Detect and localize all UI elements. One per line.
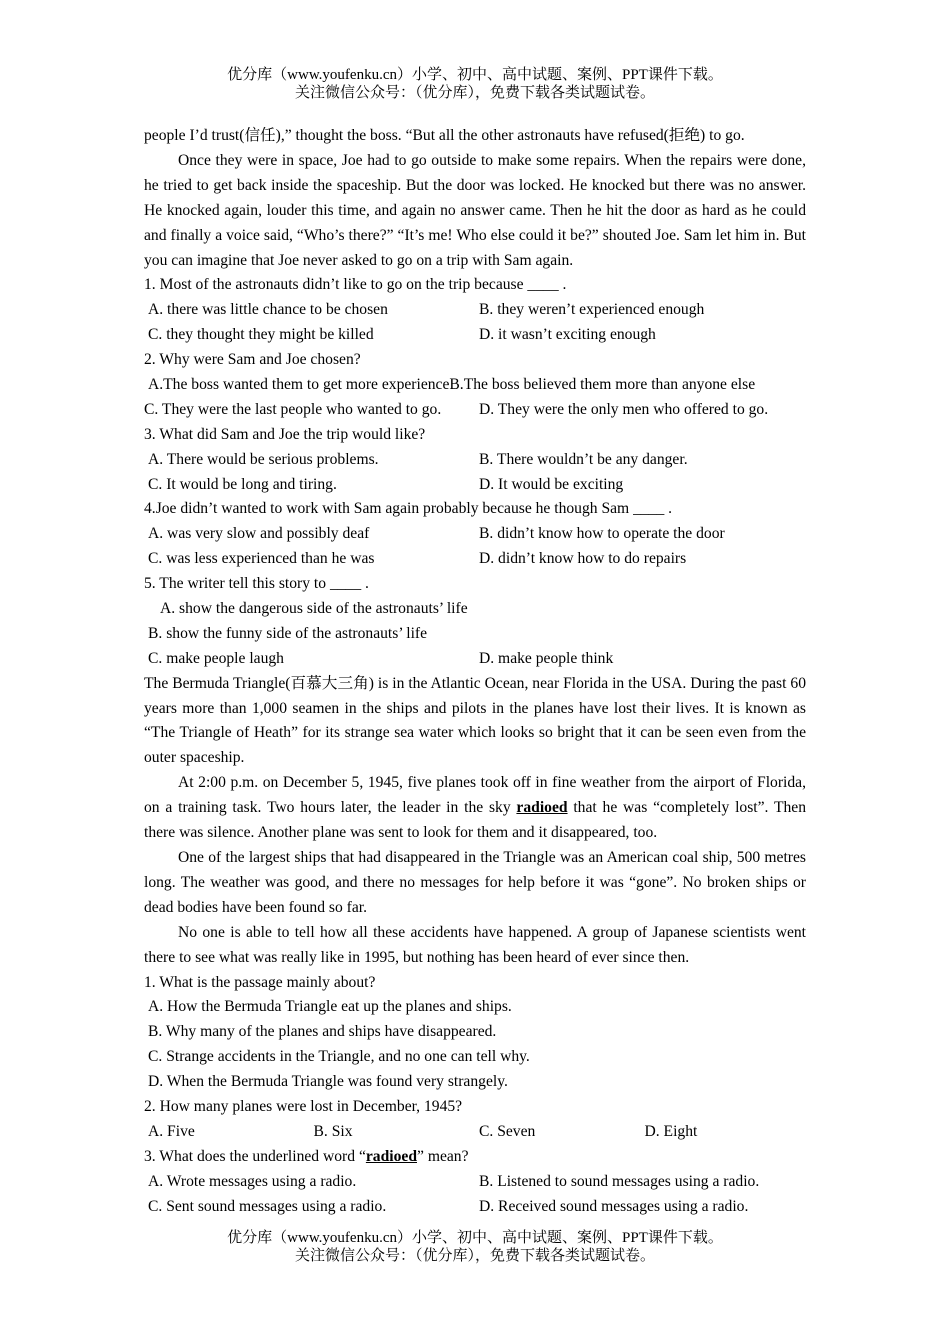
option: A. show the dangerous side of the astronauts’ life [160,600,468,617]
option: D. It would be exciting [479,475,624,493]
option: B. didn’t know how to operate the door [479,525,725,543]
question-1-2-options-row-1 [144,373,806,398]
option: B. Listened to sound messages using a radio. [479,1172,760,1190]
question-1-4-options-row-1 [144,522,806,547]
option: A. was very slow and possibly deaf [148,525,370,543]
option: A. Five [148,1122,195,1140]
option: C. Strange accidents in the Triangle, and no one can tell why. [148,1048,530,1066]
question-1-3: 3. What did Sam and Joe the trip would like? [144,425,426,443]
question-1-4: 4.Joe didn’t wanted to work with Sam again probably because he though Sam ____ . [144,500,673,518]
option: B. Why many of the planes and ships have disappeared. [148,1023,497,1041]
underlined-word: radioed [365,1147,417,1165]
question-2-3-options-row-1 [144,1170,806,1195]
question-1-1-options-row-1 [144,298,806,323]
page-header [0,66,950,102]
passage1-paragraph-2: Once they were in space, Joe had to go outside to make some repairs. When the repairs were done, he tried to get back inside the spaceship. But the door was locked. He knocked but there was no answer. He knocked again, louder this time, and again no answer came. Then he hit the door as hard as he could and finally a voice said, “Who’s there?” “It’s me! Who else could it be?” shouted Joe. Sam let him in. But you can imagine that Joe never asked to go on a trip with Sam again. [144,151,806,269]
document-body [144,124,806,1219]
question-1-3-options-row-2 [144,473,806,498]
option: A. How the Bermuda Triangle eat up the planes and ships. [148,998,512,1016]
option: B.The boss believed them more than anyone else [449,375,756,393]
option: C. They were the last people who wanted to go. [144,400,442,418]
option: C. Seven [479,1122,536,1140]
question-1-5: 5. The writer tell this story to ____ . [144,575,369,593]
option: D. didn’t know how to do repairs [479,550,687,568]
header-line-2: 关注微信公众号：（优分库），免费下载各类试题试卷。 [294,85,655,101]
question-1-4-options-row-2 [144,547,806,572]
passage2-paragraph-2: At 2:00 p.m. on December 5, 1945, five planes took off in fine weather from the airport of Florida, on a training task. Two hours later, the leader in the sky radioed that he was “completely lost”. Then there was silence. Another plane was sent to look for them and it disappeared, too. [144,774,806,842]
option: C. It would be long and tiring. [148,475,337,493]
option: A. There would be serious problems. [148,450,379,468]
option: C. was less experienced than he was [148,550,375,568]
passage2-paragraph-1: The Bermuda Triangle(百慕大三角) is in the Atlantic Ocean, near Florida in the USA. During the past 60 years more than 1,000 seamen in the ships and pilots in the planes have lost their lives. It is known as “The Triangle of Heath” for its strange sea water which looks so bright that it can be seen even from the outer spaceship. [144,674,806,767]
option: A. there was little chance to be chosen [148,301,388,319]
option: D. Received sound messages using a radio. [479,1197,749,1215]
question-2-3-options-row-2 [144,1195,806,1220]
option: C. Sent sound messages using a radio. [148,1197,387,1215]
passage1-paragraph-1: people I’d trust(信任),” thought the boss. “But all the other astronauts have refused(拒绝) to go. [144,127,745,144]
question-1-1: 1. Most of the astronauts didn’t like to go on the trip because ____ . [144,276,567,294]
question-1-3-options-row-1 [144,448,806,473]
option: A. Wrote messages using a radio. [148,1172,357,1190]
option: D. make people think [479,649,614,667]
question-2-2-options-row [144,1120,806,1145]
option: A.The boss wanted them to get more experience [148,375,450,393]
question-1-2: 2. Why were Sam and Joe chosen? [144,351,361,369]
option: D. When the Bermuda Triangle was found very strangely. [148,1073,508,1091]
footer-line-1: 优分库（www.youfenku.cn）小学、初中、高中试题、案例、PPT课件下载。 [227,1230,723,1246]
option: C. they thought they might be killed [148,326,374,344]
underlined-word: radioed [516,799,568,817]
question-2-1: 1. What is the passage mainly about? [144,973,376,991]
footer-line-2: 关注微信公众号：（优分库），免费下载各类试题试卷。 [294,1248,655,1264]
option: D. it wasn’t exciting enough [479,326,656,344]
option: B. they weren’t experienced enough [479,301,705,319]
header-line-1: 优分库（www.youfenku.cn）小学、初中、高中试题、案例、PPT课件下载。 [227,67,723,83]
option: D. Eight [644,1122,698,1140]
question-2-2: 2. How many planes were lost in December, 1945? [144,1098,463,1115]
option: B. There wouldn’t be any danger. [479,450,688,468]
passage2-paragraph-3: One of the largest ships that had disappeared in the Triangle was an American coal ship, 500 metres long. The weather was good, and there no messages for help before it was “gone”. No broken ships or dead bodies have been found so far. [144,849,806,916]
question-1-5-options-row [144,647,806,672]
question-1-2-options-row-2 [144,398,806,423]
option: B. show the funny side of the astronauts’ life [148,624,428,642]
question-2-3: 3. What does the underlined word “radioed” mean? [144,1147,469,1165]
option: C. make people laugh [148,649,284,667]
question-1-1-options-row-2 [144,323,806,348]
option: B. Six [313,1122,353,1140]
page-footer [0,1229,950,1265]
option: D. They were the only men who offered to go. [479,400,769,418]
passage2-paragraph-4: No one is able to tell how all these accidents have happened. A group of Japanese scientists went there to see what was really like in 1995, but nothing has been heard of ever since then. [144,923,806,966]
